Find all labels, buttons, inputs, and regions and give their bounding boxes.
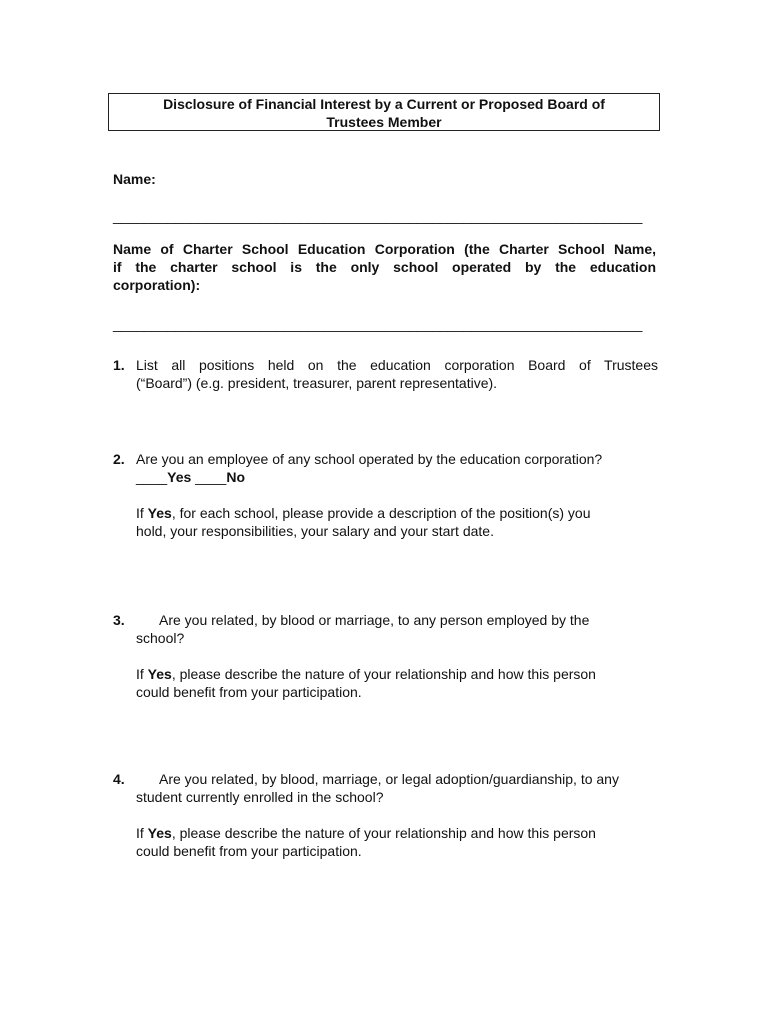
- question-2-yes-no: [136, 468, 658, 486]
- corporation-blank-line[interactable]: ____________________________________________________________________: [113, 316, 643, 332]
- question-1-text-line-1: List all positions held on the education corporation Board of Trustees: [136, 357, 658, 373]
- if-word: If: [136, 505, 148, 521]
- no-option: No: [226, 469, 246, 485]
- yes-emphasis: Yes: [147, 666, 172, 682]
- yes-option: Yes: [167, 469, 192, 485]
- question-1-number: 1.: [113, 357, 125, 373]
- question-3-followup-line-2: could benefit from your participation.: [136, 684, 362, 700]
- document-title: [108, 93, 660, 131]
- question-2-number: 2.: [113, 451, 125, 467]
- corporation-label-line-2: if the charter school is the only school operated by the education: [113, 259, 656, 275]
- title-line-2: Trustees Member: [326, 114, 442, 130]
- question-2: [113, 450, 658, 540]
- question-1: [113, 356, 658, 392]
- question-3-text-line-2: school?: [136, 630, 185, 646]
- question-4-followup-text-1: , please describe the nature of your relationship and how this person: [171, 825, 596, 841]
- question-1-text-line-2: (“Board”) (e.g. president, treasurer, parent representative).: [136, 375, 498, 391]
- if-word: If: [136, 666, 148, 682]
- question-2-text: Are you an employee of any school operated by the education corporation?: [136, 451, 603, 467]
- question-2-followup-line-1: [136, 504, 658, 522]
- question-3: [113, 611, 658, 701]
- question-4-followup-line-1: [136, 824, 658, 842]
- question-2-followup-text-1: , for each school, please provide a description of the position(s) you: [171, 505, 591, 521]
- question-3-text-line-1: Are you related, by blood or marriage, to any person employed by the: [159, 612, 590, 628]
- question-3-number: 3.: [113, 612, 125, 628]
- name-blank-line[interactable]: ____________________________________________________________________: [113, 208, 643, 224]
- no-blank[interactable]: ____: [191, 469, 227, 485]
- question-4: [113, 770, 658, 860]
- question-2-followup-line-2: hold, your responsibilities, your salary and your start date.: [136, 523, 494, 539]
- corporation-label-line-1: Name of Charter School Education Corporation (the Charter School Name,: [113, 241, 656, 257]
- corporation-label: [113, 240, 656, 294]
- question-4-text-line-2: student currently enrolled in the school?: [136, 789, 384, 805]
- question-4-number: 4.: [113, 771, 125, 787]
- title-line-1: Disclosure of Financial Interest by a Current or Proposed Board of: [163, 96, 605, 112]
- question-3-followup-line-1: [136, 665, 658, 683]
- name-label: Name:: [113, 171, 156, 187]
- yes-emphasis: Yes: [147, 825, 172, 841]
- question-3-followup-text-1: , please describe the nature of your relationship and how this person: [171, 666, 596, 682]
- yes-emphasis: Yes: [147, 505, 172, 521]
- corporation-label-line-3: corporation):: [113, 277, 201, 293]
- question-4-text-line-1: Are you related, by blood, marriage, or legal adoption/guardianship, to any: [159, 771, 619, 787]
- question-4-followup-line-2: could benefit from your participation.: [136, 843, 362, 859]
- yes-blank[interactable]: ____: [136, 469, 168, 485]
- if-word: If: [136, 825, 148, 841]
